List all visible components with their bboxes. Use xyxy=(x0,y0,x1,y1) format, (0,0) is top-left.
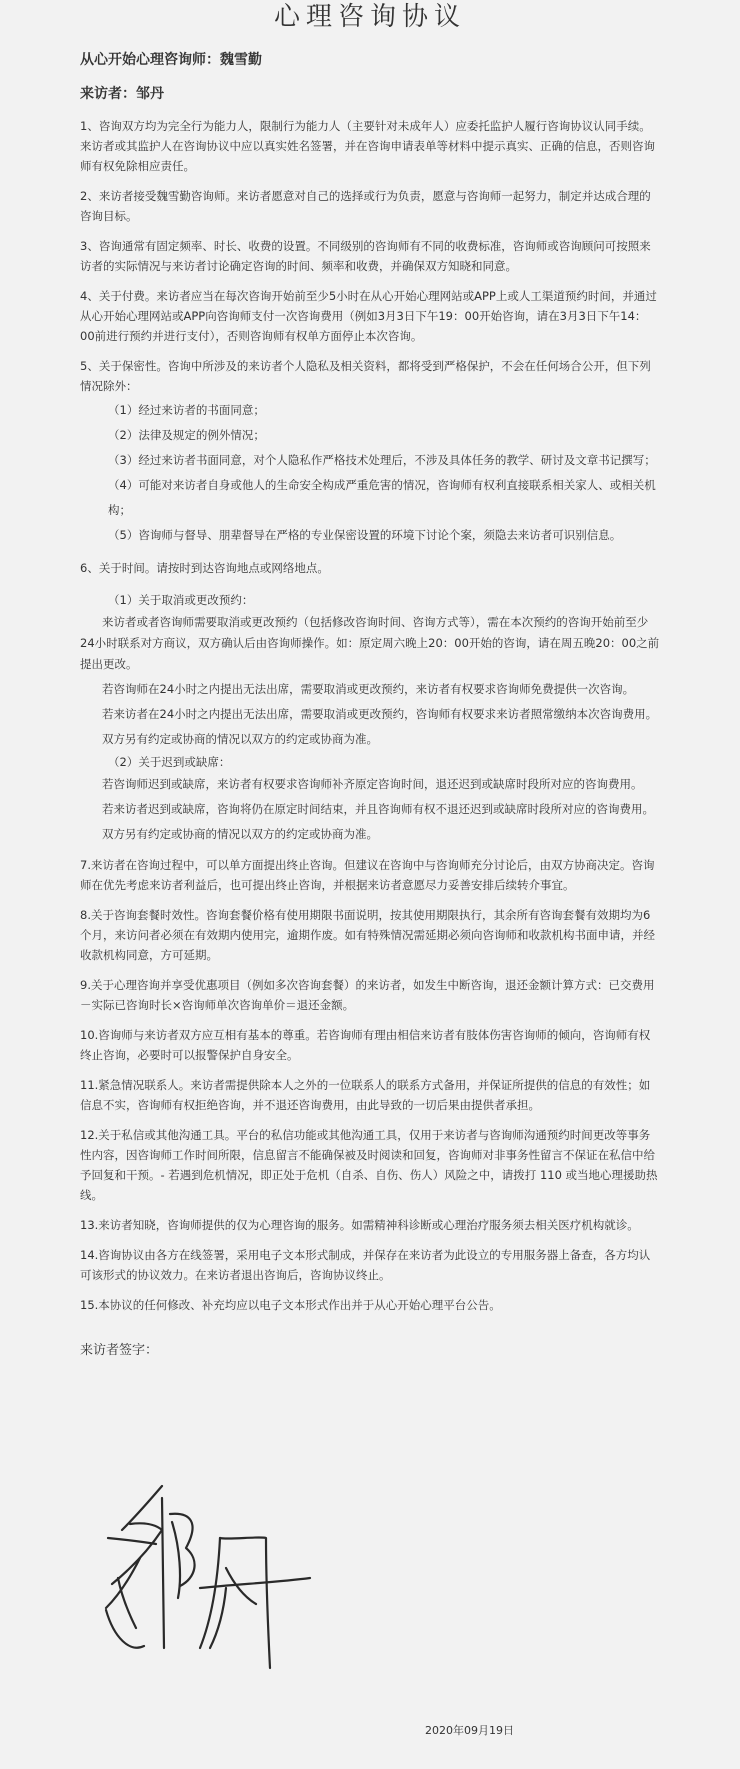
clause-6-intro: 6、关于时间。请按时到达咨询地点或网络地点。 xyxy=(80,561,329,575)
clause-2: 2、来访者接受魏雪勤咨询师。来访者愿意对自己的选择或行为负责，愿意与咨询师一起努力，制定并达成合理的咨询目标。 xyxy=(80,189,651,223)
clauses xyxy=(80,116,660,1315)
clause-6-sub2-line: 若来访者迟到或缺席，咨询将仍在原定时间结束，并且咨询师有权不退还迟到或缺席时段所对应的咨询费用。 xyxy=(102,802,654,816)
clause-6-sub1-line: 若来访者在24小时之内提出无法出席，需要取消或更改预约，咨询师有权要求来访者照常缴纳本次咨询费用。 xyxy=(102,707,658,721)
clause-9: 9.关于心理咨询并享受优惠项目（例如多次咨询套餐）的来访者，如发生中断咨询，退还金额计算方式：已交费用－实际已咨询时长×咨询师单次咨询单价＝退还金额。 xyxy=(80,978,655,1012)
clause-5-item: （1）经过来访者的书面同意； xyxy=(108,403,265,417)
clause-6-sub1-line: 若咨询师在24小时之内提出无法出席，需要取消或更改预约，来访者有权要求咨询师免费提供一次咨询。 xyxy=(102,682,635,696)
clause-6-sub1-heading: （1）关于取消或更改预约： xyxy=(108,593,254,607)
clause-5-intro: 5、关于保密性。咨询中所涉及的来访者个人隐私及相关资料，都将受到严格保护，不会在任何场合公开，但下列情况除外： xyxy=(80,359,651,393)
clause-11: 11.紧急情况联系人。来访者需提供除本人之外的一位联系人的联系方式备用，并保证所提供的信息的有效性；如信息不实，咨询师有权拒绝咨询，并不退还咨询费用，由此导致的一切后果由提供者承担。 xyxy=(80,1078,651,1112)
clause-3: 3、咨询通常有固定频率、时长、收费的设置。不同级别的咨询师有不同的收费标准，咨询师或咨询顾问可按照来访者的实际情况与来访者讨论确定咨询的时间、频率和收费，并确保双方知晓和同意。 xyxy=(80,239,651,273)
clause-12: 12.关于私信或其他沟通工具。平台的私信功能或其他沟通工具，仅用于来访者与咨询师沟通预约时间更改等事务性内容，因咨询师工作时间所限，信息留言不能确保被及时阅读和回复，咨询师对非事务性留言不保证在私信中给予回复和干预。- 若遇到危机情况，即正处于危机（自杀、自伤、伤人）风险之中，请拨打 110 或当地心理援助热线。 xyxy=(80,1128,658,1202)
clause-6-sub2-line: 双方另有约定或协商的情况以双方的约定或协商为准。 xyxy=(102,827,378,841)
clause-6-sub2-heading: （2）关于迟到或缺席： xyxy=(108,755,231,769)
clause-6-sub1-line: 双方另有约定或协商的情况以双方的约定或协商为准。 xyxy=(102,732,378,746)
client-line: 来访者：邹丹 xyxy=(80,86,164,102)
handwritten-signature xyxy=(100,1478,330,1678)
clause-6-sub2-line: 若咨询师迟到或缺席，来访者有权要求咨询师补齐原定咨询时间，退还迟到或缺席时段所对应的咨询费用。 xyxy=(102,777,643,791)
signature-label: 来访者签字： xyxy=(80,1343,159,1358)
signing-date: 2020年09月19日 xyxy=(425,1724,514,1737)
clause-5-item: （4）可能对来访者自身或他人的生命安全构成严重危害的情况，咨询师有权利直接联系相关家人、或相关机构； xyxy=(108,478,656,517)
clause-5-item: （5）咨询师与督导、朋辈督导在严格的专业保密设置的环境下讨论个案，须隐去来访者可识别信息。 xyxy=(108,528,622,542)
clause-8: 8.关于咨询套餐时效性。咨询套餐价格有使用期限书面说明，按其使用期限执行，其余所有咨询套餐有效期均为6个月，来访问者必须在有效期内使用完，逾期作废。如有特殊情况需延期必须向咨询师和收款机构书面申请，并经收款机构同意，方可延期。 xyxy=(80,908,655,962)
clause-5-item: （3）经过来访者书面同意，对个人隐私作严格技术处理后，不涉及具体任务的教学、研讨及文章书记撰写； xyxy=(108,453,656,467)
page-title: 心理咨询协议 xyxy=(273,2,466,32)
clause-10: 10.咨询师与来访者双方应互相有基本的尊重。若咨询师有理由相信来访者有肢体伤害咨询师的倾向，咨询师有权终止咨询，必要时可以报警保护自身安全。 xyxy=(80,1028,651,1062)
clause-4: 4、关于付费。来访者应当在每次咨询开始前至少5小时在从心开始心理网站或APP上或人工渠道预约时间，并通过从心开始心理网站或APP向咨询师支付一次咨询费用（例如3月3日下午19：00开始咨询，请在3月3日下午14：00前进行预约并进行支付），否则咨询师有权单方面停止本次咨询。 xyxy=(80,289,657,343)
clause-15: 15.本协议的任何修改、补充均应以电子文本形式作出并于从心开始心理平台公告。 xyxy=(80,1298,501,1312)
clause-6 xyxy=(80,558,660,845)
counselor-line: 从心开始心理咨询师：魏雪勤 xyxy=(80,52,262,68)
clause-6-sub1-line: 来访者或者咨询师需要取消或更改预约（包括修改咨询时间、咨询方式等），需在本次预约的咨询开始前至少24小时联系对方商议，双方确认后由咨询师操作。如：原定周六晚上20：00开始的咨询，请在周五晚20：00之前提出更改。 xyxy=(80,615,660,671)
clause-14: 14.咨询协议由各方在线签署，采用电子文本形式制成，并保存在来访者为此设立的专用服务器上备查，各方均认可该形式的协议效力。在来访者退出咨询后，咨询协议终止。 xyxy=(80,1248,651,1282)
clause-7: 7.来访者在咨询过程中，可以单方面提出终止咨询。但建议在咨询中与咨询师充分讨论后，由双方协商决定。咨询师在优先考虑来访者利益后，也可提出终止咨询，并根据来访者意愿尽力妥善安排后续转介事宜。 xyxy=(80,858,655,892)
clause-5 xyxy=(80,356,660,548)
clause-13: 13.来访者知晓，咨询师提供的仅为心理咨询的服务。如需精神科诊断或心理治疗服务须去相关医疗机构就诊。 xyxy=(80,1218,639,1232)
clause-5-item: （2）法律及规定的例外情况； xyxy=(108,428,265,442)
clause-1: 1、咨询双方均为完全行为能力人，限制行为能力人（主要针对未成年人）应委托监护人履行咨询协议认同手续。来访者或其监护人在咨询协议中应以真实姓名签署，并在咨询申请表单等材料中提示真实、正确的信息，否则咨询师有权免除相应责任。 xyxy=(80,119,655,173)
